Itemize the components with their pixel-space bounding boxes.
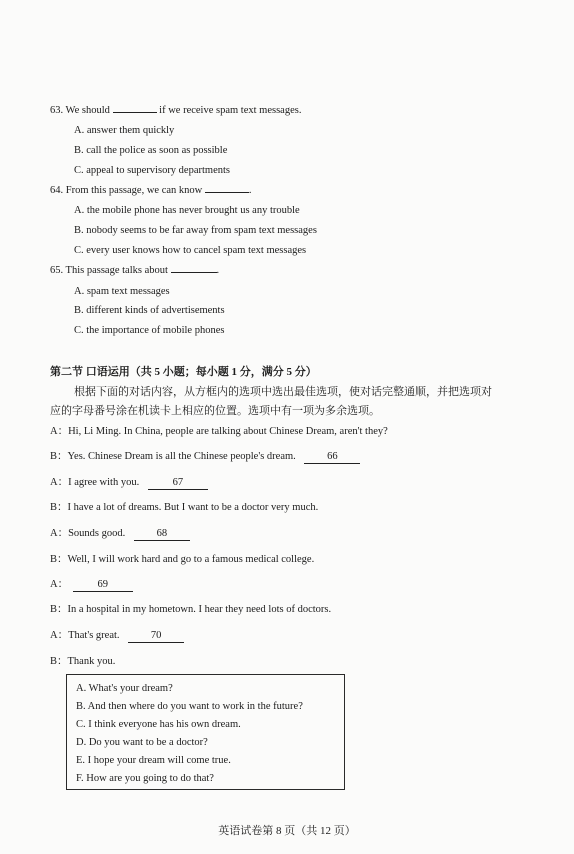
box-option-d: D. Do you want to be a doctor? — [76, 737, 208, 748]
dialogue-line: A：I agree with you. 67 — [50, 476, 208, 490]
dialogue-line: A： 69 — [50, 578, 133, 592]
option-65-a: A. spam text messages — [74, 286, 170, 297]
dialogue-line: A：Hi, Li Ming. In China, people are talking about Chinese Dream, aren't they? — [50, 426, 388, 437]
option-65-b: B. different kinds of advertisements — [74, 305, 225, 316]
section-title: 第二节 口语运用（共 5 小题；每小题 1 分，满分 5 分） — [50, 366, 317, 378]
answer-blank-69: 69 — [73, 579, 133, 592]
answer-blank — [113, 112, 157, 113]
box-option-e: E. I hope your dream will come true. — [76, 755, 231, 766]
question-65-stem: 65. This passage talks about . — [50, 265, 220, 276]
option-64-b: B. nobody seems to be far away from spam text messages — [74, 225, 317, 236]
dialogue-line: B：Well, I will work hard and go to a famous medical college. — [50, 554, 315, 565]
option-63-b: B. call the police as soon as possible — [74, 145, 228, 156]
options-box — [66, 674, 345, 790]
box-option-a: A. What's your dream? — [76, 683, 173, 694]
box-option-f: F. How are you going to do that? — [76, 773, 214, 784]
dialogue-line: B：Yes. Chinese Dream is all the Chinese people's dream. 66 — [50, 450, 360, 464]
dialogue-line: A：That's great. 70 — [50, 629, 184, 643]
answer-blank-66: 66 — [304, 451, 360, 464]
instruction-line-2: 应的字母番号涂在机读卡上相应的位置。选项中有一项为多余选项。 — [50, 405, 380, 417]
question-63-stem: 63. We should if we receive spam text messages. — [50, 105, 302, 116]
dialogue-line: B：Thank you. — [50, 656, 116, 667]
option-64-a: A. the mobile phone has never brought us any trouble — [74, 205, 300, 216]
dialogue-line: A：Sounds good. 68 — [50, 527, 190, 541]
question-64-stem: 64. From this passage, we can know . — [50, 185, 252, 196]
option-63-a: A. answer them quickly — [74, 125, 175, 136]
answer-blank-67: 67 — [148, 477, 208, 490]
box-option-c: C. I think everyone has his own dream. — [76, 719, 241, 730]
answer-blank-70: 70 — [128, 630, 184, 643]
page-footer: 英语试卷第 8 页（共 12 页） — [218, 825, 356, 837]
dialogue-line: B：I have a lot of dreams. But I want to be a doctor very much. — [50, 502, 319, 513]
option-65-c: C. the importance of mobile phones — [74, 325, 225, 336]
box-option-b: B. And then where do you want to work in the future? — [76, 701, 303, 712]
option-63-c: C. appeal to supervisory departments — [74, 165, 231, 176]
instruction-line-1: 根据下面的对话内容，从方框内的选项中选出最佳选项，使对话完整通顺，并把选项对 — [74, 386, 492, 398]
answer-blank-68: 68 — [134, 528, 190, 541]
dialogue-line: B：In a hospital in my hometown. I hear they need lots of doctors. — [50, 604, 332, 615]
answer-blank — [171, 272, 217, 273]
answer-blank — [205, 192, 249, 193]
option-64-c: C. every user knows how to cancel spam text messages — [74, 245, 307, 256]
